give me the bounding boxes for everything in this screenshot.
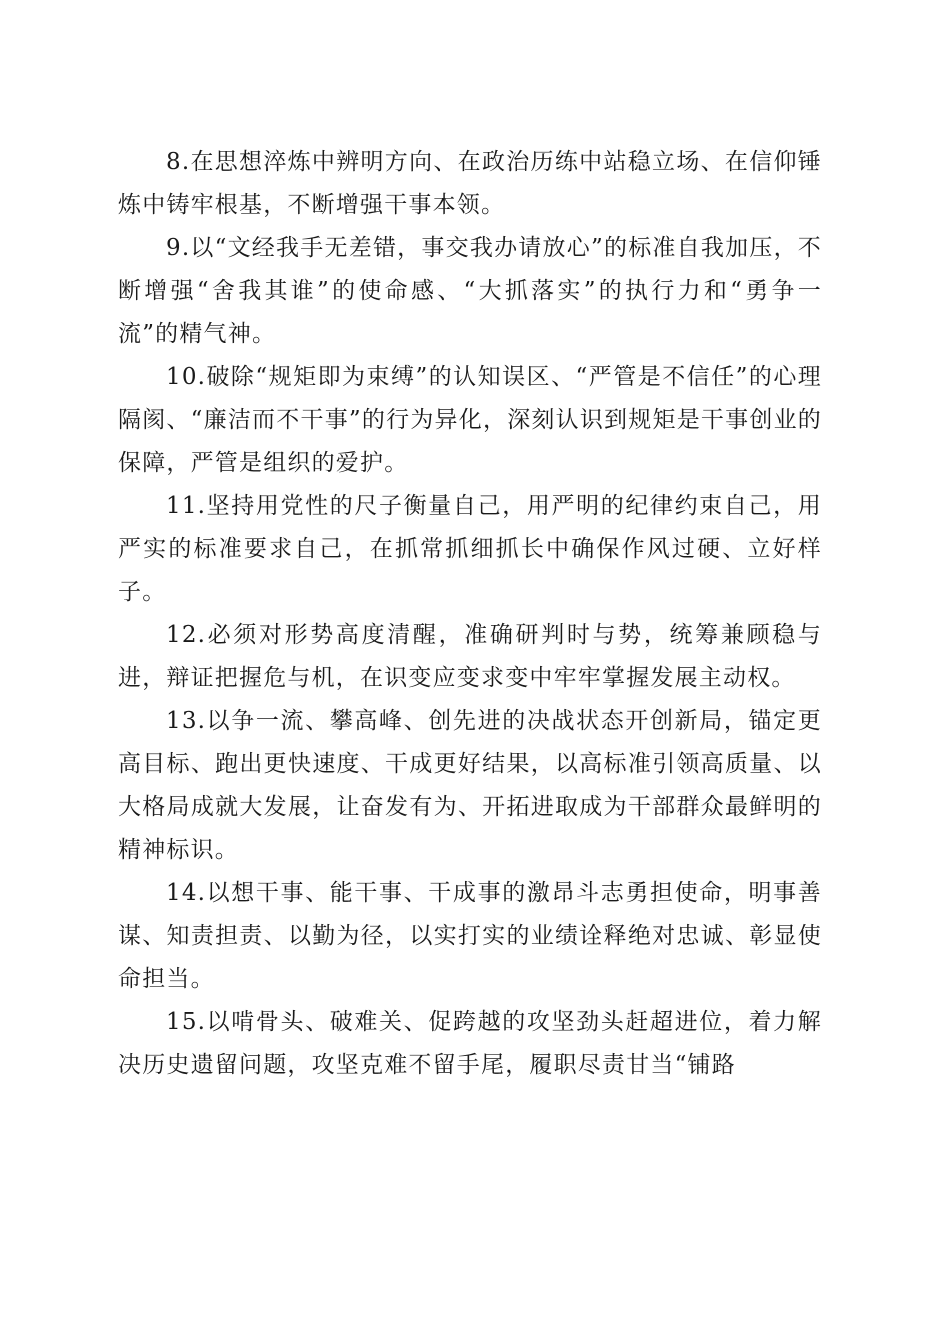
paragraph-10: 10.破除“规矩即为束缚”的认知误区、“严管是不信任”的心理隔阂、“廉洁而不干事”的行为异化，深刻认识到规矩是干事创业的保障，严管是组织的爱护。 xyxy=(118,364,822,476)
paragraph-11: 11.坚持用党性的尺子衡量自己，用严明的纪律约束自己，用严实的标准要求自己，在抓常抓细抓长中确保作风过硬、立好样子。 xyxy=(118,493,822,605)
paragraph-14: 14.以想干事、能干事、干成事的激昂斗志勇担使命，明事善谋、知责担责、以勤为径，以实打实的业绩诠释绝对忠诚、彰显使命担当。 xyxy=(118,880,822,992)
paragraph-12: 12.必须对形势高度清醒，准确研判时与势，统筹兼顾稳与进，辩证把握危与机，在识变应变求变中牢牢掌握发展主动权。 xyxy=(118,622,822,691)
paragraph-13: 13.以争一流、攀高峰、创先进的决战状态开创新局，锚定更高目标、跑出更快速度、干成更好结果，以高标准引领高质量、以大格局成就大发展，让奋发有为、开拓进取成为干部群众最鲜明的精神标识。 xyxy=(118,708,822,863)
document-body xyxy=(118,141,822,1087)
paragraph-8: 8.在思想淬炼中辨明方向、在政治历练中站稳立场、在信仰锤炼中铸牢根基，不断增强干事本领。 xyxy=(118,149,822,218)
paragraph-15: 15.以啃骨头、破难关、促跨越的攻坚劲头赶超进位，着力解决历史遗留问题，攻坚克难不留手尾，履职尽责甘当“铺路 xyxy=(118,1009,822,1078)
paragraph-9: 9.以“文经我手无差错，事交我办请放心”的标准自我加压，不断增强“舍我其谁”的使命感、“大抓落实”的执行力和“勇争一流”的精气神。 xyxy=(118,235,822,347)
